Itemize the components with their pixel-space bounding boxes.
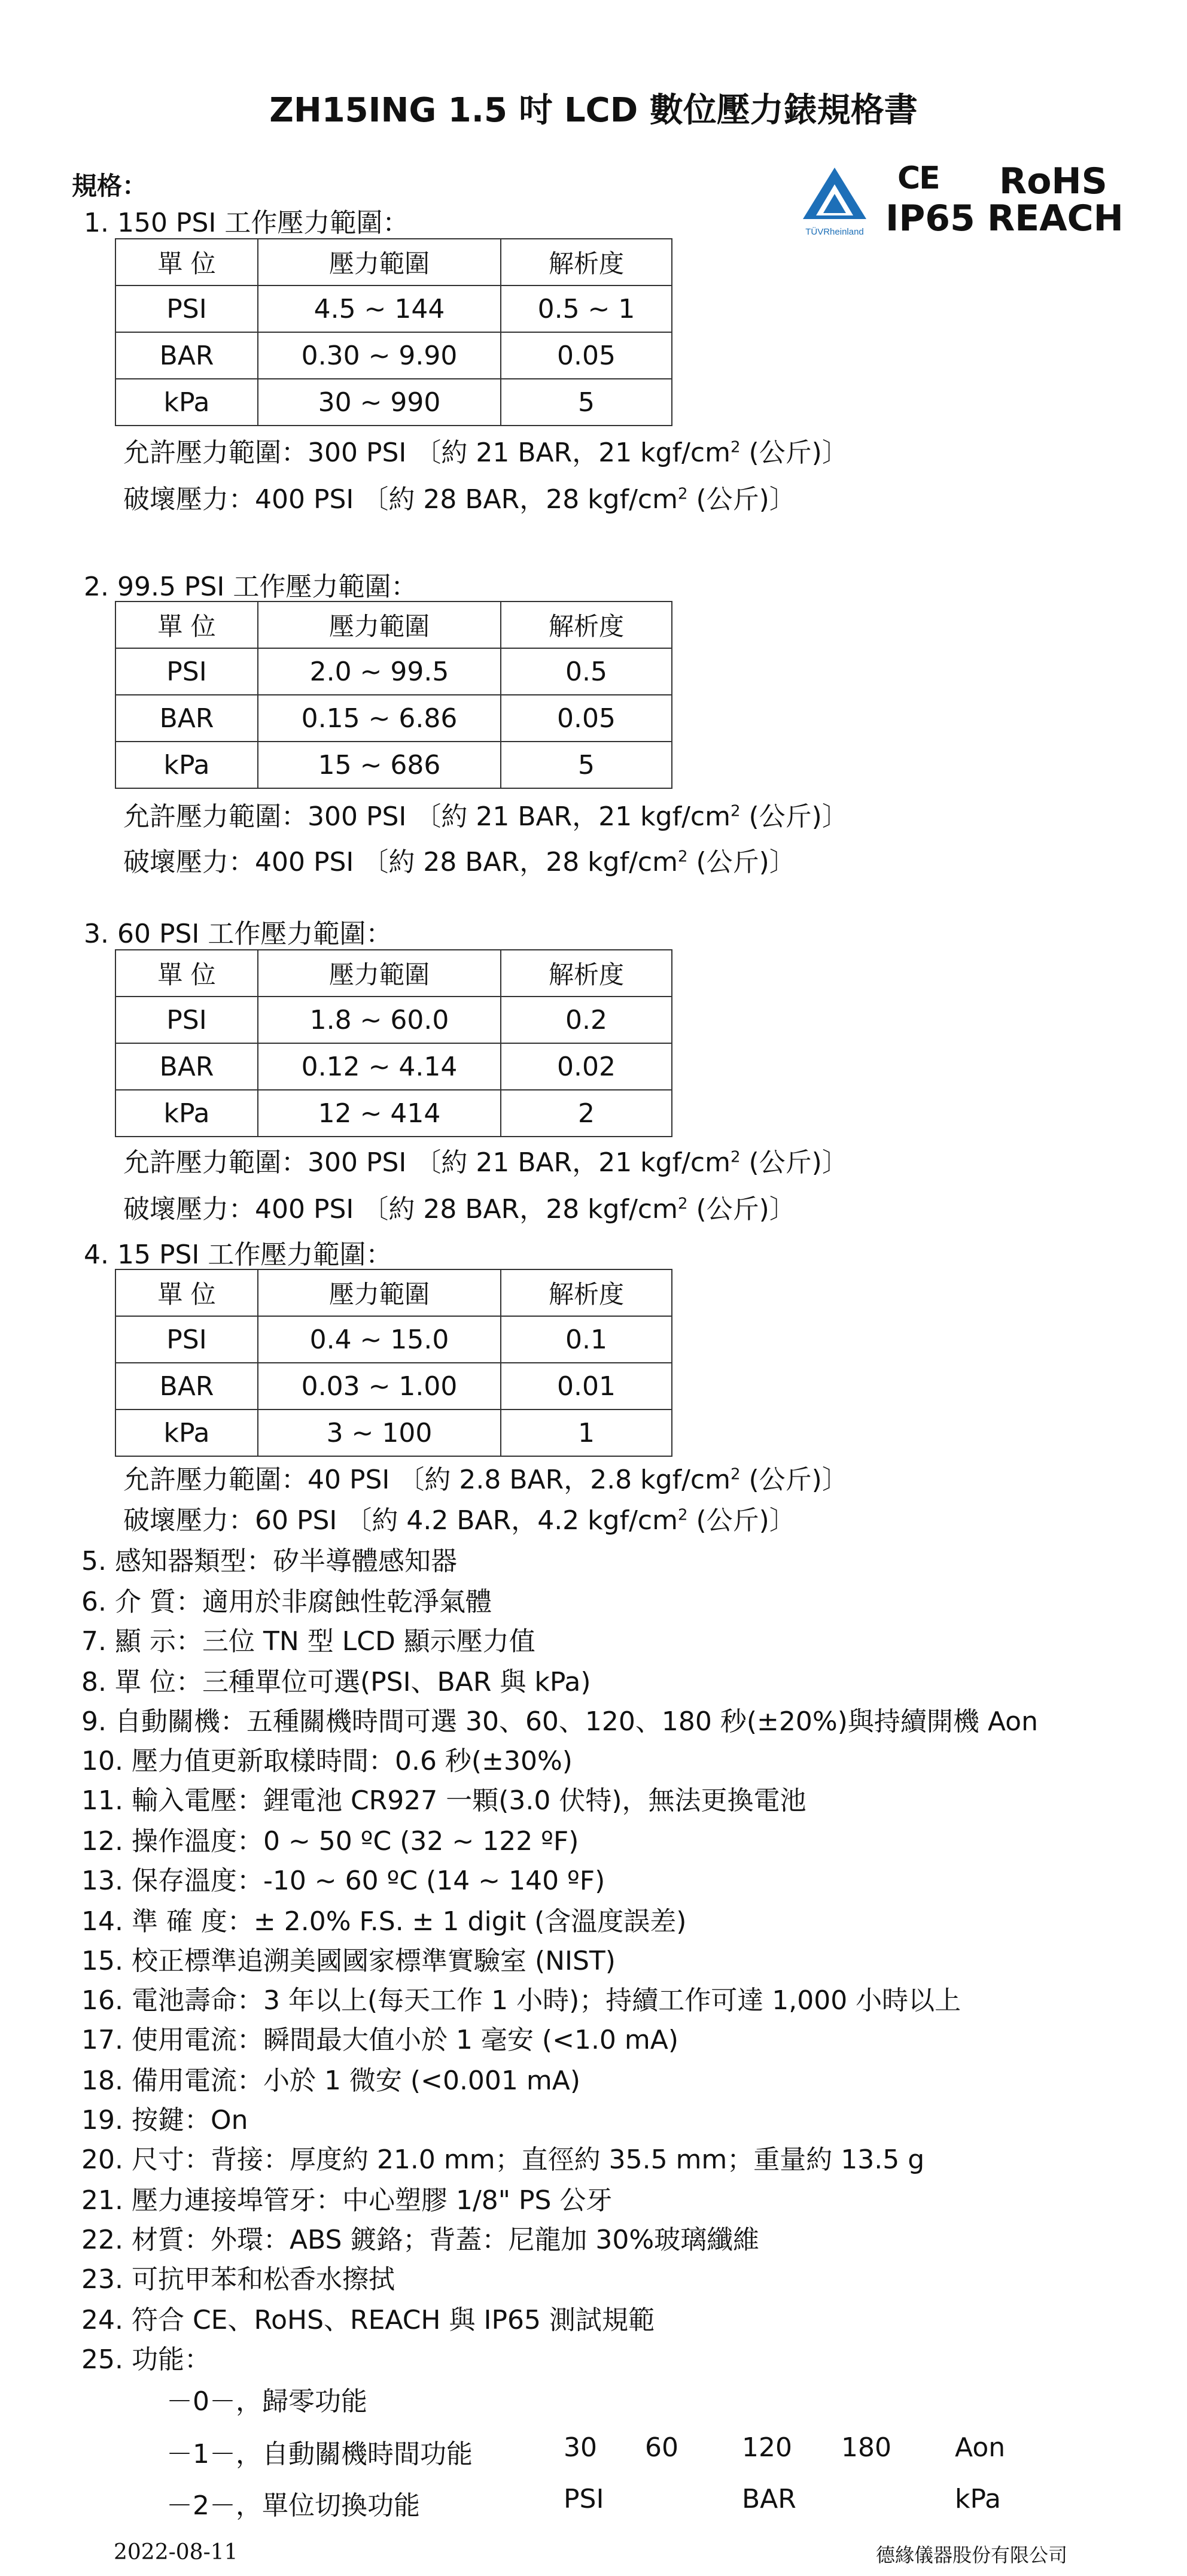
spec-item: 12. 操作溫度：0 ~ 50 ºC (32 ~ 122 ºF) (81, 1826, 579, 1857)
function-value: 30 (564, 2432, 597, 2463)
spec-item: 6. 介 質：適用於非腐蝕性乾淨氣體 (81, 1587, 492, 1617)
cell-range: 1.8 ~ 60.0 (258, 997, 501, 1043)
section-1-allowed-pressure: 允許壓力範圍：300 PSI 〔約 21 BAR，21 kgf/$cm^2$ (公斤)〕 (123, 438, 848, 468)
function-label: －2－，單位切換功能 (166, 2490, 420, 2521)
spec-item: 7. 顯 示：三位 TN 型 LCD 顯示壓力值 (81, 1626, 535, 1657)
header-range: 壓力範圍 (258, 239, 501, 285)
cell-range: 0.4 ~ 15.0 (258, 1316, 501, 1363)
table-row (115, 1090, 672, 1137)
cell-resolution: 0.05 (501, 332, 672, 379)
header-range: 壓力範圍 (258, 950, 501, 997)
spec-item: 14. 準 確 度：± 2.0% F.S. ± 1 digit (含溫度誤差) (81, 1906, 687, 1937)
spec-item: 18. 備用電流：小於 1 微安 (<0.001 mA) (81, 2065, 581, 2096)
spec-item: 19. 按鍵：On (81, 2105, 248, 2135)
section-1-burst-pressure: 破壞壓力：400 PSI 〔約 28 BAR，28 kgf/$cm^2$ (公斤)〕 (123, 484, 796, 515)
spec-item: 13. 保存溫度：-10 ~ 60 ºC (14 ~ 140 ºF) (81, 1866, 605, 1896)
spec-item: 22. 材質：外環：ABS 鍍鉻；背蓋：尼龍加 30%玻璃纖維 (81, 2225, 760, 2255)
spec-item: 24. 符合 CE、RoHS、REACH 與 IP65 測試規範 (81, 2305, 655, 2335)
cell-range: 4.5 ~ 144 (258, 285, 501, 332)
table-row (115, 1363, 672, 1409)
cell-resolution: 0.5 (501, 648, 672, 695)
section-4-table (115, 1269, 672, 1457)
footer-company: 德緣儀器股份有限公司 (875, 2544, 1067, 2566)
cell-unit: kPa (115, 742, 258, 788)
function-zero (166, 2380, 1064, 2416)
spec-item: 16. 電池壽命：3 年以上(每天工作 1 小時)；持續工作可達 1,000 小時以上 (81, 1985, 961, 2016)
cell-unit: BAR (115, 332, 258, 379)
cell-unit: kPa (115, 1409, 258, 1456)
cell-resolution: 5 (501, 742, 672, 788)
cell-unit: BAR (115, 1043, 258, 1090)
header-unit: 單 位 (115, 950, 258, 997)
tuv-rheinland-logo (796, 164, 873, 239)
function-value: 180 (841, 2432, 891, 2463)
header-resolution: 解析度 (501, 239, 672, 285)
footer-date: 2022-08-11 (114, 2540, 238, 2565)
table-row (115, 285, 672, 332)
tuv-text: TÜVRheinland (805, 227, 864, 237)
header-unit: 單 位 (115, 239, 258, 285)
spec-item: 17. 使用電流：瞬間最大值小於 1 毫安 (<1.0 mA) (81, 2025, 679, 2055)
cell-range: 3 ~ 100 (258, 1409, 501, 1456)
spec-item: 23. 可抗甲苯和松香水擦拭 (81, 2264, 395, 2295)
spec-item: 8. 單 位：三種單位可選(PSI、BAR 與 kPa) (81, 1667, 591, 1697)
table-header-row (115, 602, 672, 648)
section-3-allowed-pressure: 允許壓力範圍：300 PSI 〔約 21 BAR，21 kgf/$cm^2$ (公斤)〕 (123, 1147, 848, 1178)
table-row (115, 695, 672, 742)
certification-logos (790, 160, 1125, 244)
section-2-heading: 2. 99.5 PSI 工作壓力範圍： (84, 572, 418, 602)
rohs-mark: RoHS (999, 160, 1107, 202)
spec-item: 15. 校正標準追溯美國國家標準實驗室 (NIST) (81, 1946, 616, 1976)
cell-unit: BAR (115, 1363, 258, 1409)
function-unit-switch (166, 2484, 1064, 2520)
section-2-burst-pressure: 破壞壓力：400 PSI 〔約 28 BAR，28 kgf/$cm^2$ (公斤)〕 (123, 847, 796, 877)
ip65-mark: IP65 (885, 198, 975, 239)
section-4-heading: 4. 15 PSI 工作壓力範圍： (84, 1240, 392, 1270)
function-value: 120 (742, 2432, 792, 2463)
table-row (115, 379, 672, 426)
table-row (115, 648, 672, 695)
cell-unit: PSI (115, 1316, 258, 1363)
cell-resolution: 2 (501, 1090, 672, 1137)
function-label: －0－，歸零功能 (166, 2386, 367, 2417)
header-resolution: 解析度 (501, 602, 672, 648)
section-3-heading: 3. 60 PSI 工作壓力範圍： (84, 919, 392, 949)
section-4-allowed-pressure: 允許壓力範圍：40 PSI 〔約 2.8 BAR，2.8 kgf/$cm^2$ (公斤)〕 (123, 1465, 848, 1495)
spec-item: 20. 尺寸：背接：厚度約 21.0 mm；直徑約 35.5 mm；重量約 13.5 g (81, 2144, 925, 2175)
function-label: －1－，自動關機時間功能 (166, 2439, 473, 2469)
cell-resolution: 0.02 (501, 1043, 672, 1090)
cell-range: 2.0 ~ 99.5 (258, 648, 501, 695)
header-unit: 單 位 (115, 602, 258, 648)
spec-item: 10. 壓力值更新取樣時間：0.6 秒(±30%) (81, 1746, 573, 1776)
cell-resolution: 1 (501, 1409, 672, 1456)
function-value: BAR (742, 2484, 796, 2514)
cell-resolution: 0.5 ~ 1 (501, 285, 672, 332)
function-value: PSI (564, 2484, 604, 2514)
cell-resolution: 0.01 (501, 1363, 672, 1409)
section-3-table (115, 949, 672, 1137)
spec-heading: 規格： (72, 171, 148, 201)
header-resolution: 解析度 (501, 1269, 672, 1316)
section-4-burst-pressure: 破壞壓力：60 PSI 〔約 4.2 BAR，4.2 kgf/$cm^2$ (公斤)〕 (123, 1505, 796, 1536)
ce-mark: CE (897, 160, 939, 196)
section-1-heading: 1. 150 PSI 工作壓力範圍： (84, 208, 409, 238)
function-value: kPa (955, 2484, 1001, 2514)
cell-resolution: 5 (501, 379, 672, 426)
cell-unit: kPa (115, 379, 258, 426)
document-title: ZH15ING 1.5 吋 LCD 數位壓力錶規格書 (269, 91, 918, 130)
cell-unit: kPa (115, 1090, 258, 1137)
section-2-allowed-pressure: 允許壓力範圍：300 PSI 〔約 21 BAR，21 kgf/$cm^2$ (公斤)〕 (123, 801, 848, 832)
header-range: 壓力範圍 (258, 1269, 501, 1316)
table-row (115, 742, 672, 788)
cell-range: 12 ~ 414 (258, 1090, 501, 1137)
cell-range: 0.12 ~ 4.14 (258, 1043, 501, 1090)
table-row (115, 997, 672, 1043)
section-3-burst-pressure: 破壞壓力：400 PSI 〔約 28 BAR，28 kgf/$cm^2$ (公斤)〕 (123, 1194, 796, 1225)
cell-range: 15 ~ 686 (258, 742, 501, 788)
function-value: Aon (955, 2432, 1006, 2463)
header-resolution: 解析度 (501, 950, 672, 997)
table-header-row (115, 239, 672, 285)
spec-item: 25. 功能： (81, 2344, 211, 2375)
table-row (115, 1316, 672, 1363)
cell-resolution: 0.05 (501, 695, 672, 742)
section-1-table (115, 238, 672, 426)
cell-unit: PSI (115, 997, 258, 1043)
table-row (115, 332, 672, 379)
table-row (115, 1043, 672, 1090)
spec-item: 9. 自動關機：五種關機時間可選 30、60、120、180 秒(±20%)與持續開機 Aon (81, 1706, 1038, 1737)
section-2-table (115, 601, 672, 789)
cell-resolution: 0.2 (501, 997, 672, 1043)
spec-item: 21. 壓力連接埠管牙：中心塑膠 1/8" PS 公牙 (81, 2185, 613, 2216)
table-header-row (115, 1269, 672, 1316)
cell-range: 0.15 ~ 6.86 (258, 695, 501, 742)
header-range: 壓力範圍 (258, 602, 501, 648)
table-header-row (115, 950, 672, 997)
cell-range: 0.30 ~ 9.90 (258, 332, 501, 379)
reach-mark: REACH (987, 198, 1124, 239)
function-value: 60 (645, 2432, 678, 2463)
spec-item: 11. 輸入電壓：鋰電池 CR927 一顆(3.0 伏特)，無法更換電池 (81, 1785, 806, 1816)
table-row (115, 1409, 672, 1456)
cell-range: 30 ~ 990 (258, 379, 501, 426)
header-unit: 單 位 (115, 1269, 258, 1316)
function-auto-off (166, 2432, 1064, 2468)
cell-unit: PSI (115, 648, 258, 695)
spec-item: 5. 感知器類型：矽半導體感知器 (81, 1546, 457, 1576)
cell-resolution: 0.1 (501, 1316, 672, 1363)
cell-unit: BAR (115, 695, 258, 742)
cell-unit: PSI (115, 285, 258, 332)
cell-range: 0.03 ~ 1.00 (258, 1363, 501, 1409)
